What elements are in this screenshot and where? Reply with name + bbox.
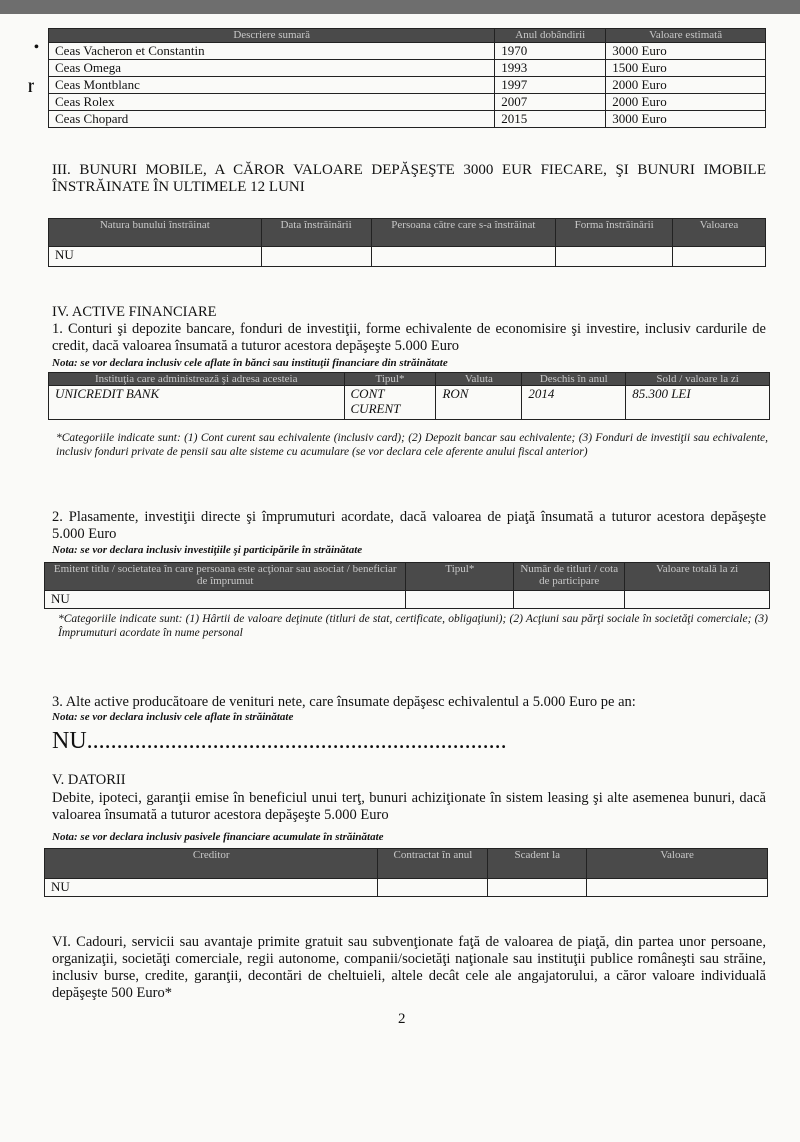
table-row (49, 111, 766, 128)
table-row (45, 591, 770, 609)
section-3-title: III. BUNURI MOBILE, A CĂROR VALOARE DEPĂŞEŞTE 3000 EUR FIECARE, ŞI BUNURI IMOBILE ÎNSTRĂINATE ÎN ULTIMELE 12 LUNI (52, 162, 766, 195)
table-header: Anul dobândirii (495, 29, 606, 43)
table-cell: NU (49, 247, 262, 267)
table-cell (261, 247, 371, 267)
section-4-note-2: Nota: se vor declara inclusiv investiţiile şi participările în străinătate (52, 544, 363, 556)
table-header: Număr de titluri / cota de participare (514, 563, 625, 591)
table-header: Instituţia care administrează şi adresa acesteia (49, 373, 345, 386)
table-cell (406, 591, 514, 609)
section-4-categories-1: *Categoriile indicate sunt: (1) Cont curent sau echivalente (inclusiv card); (2) Depozit bancar sau echivalente; (3) Fonduri de investiţii sau echivalente, inclusiv fonduri private de pensii sau alte sisteme cu acumulare (se vor declara cele aferente anului fiscal anterior) (56, 432, 768, 458)
section-5-title: V. DATORII (52, 772, 126, 788)
table-header: Valoare (587, 849, 768, 879)
table-header: Valoare estimată (606, 29, 766, 43)
table-cell (673, 247, 766, 267)
section-4-title: IV. ACTIVE FINANCIARE (52, 304, 217, 320)
table-header: Persoana către care s-a înstrăinat (371, 219, 556, 247)
table-row (49, 94, 766, 111)
section-4-note-3: Nota: se vor declara inclusiv cele aflate în străinătate (52, 711, 294, 723)
table-cell: 3000 Euro (606, 111, 766, 128)
table-cell: CONT CURENT (344, 386, 436, 420)
debts-table (44, 848, 768, 897)
table-header: Contractat în anul (378, 849, 488, 879)
table-header: Emitent titlu / societatea în care persoana este acţionar sau asociat / beneficiar de împrumut (45, 563, 406, 591)
table-header: Sold / valoare la zi (626, 373, 770, 386)
table-row (49, 77, 766, 94)
alienated-assets-table (48, 218, 766, 267)
table-header: Tipul* (406, 563, 514, 591)
table-cell: 1997 (495, 77, 606, 94)
section-4-note-1: Nota: se vor declara inclusiv cele aflate în bănci sau instituţii financiare din străinătate (52, 357, 448, 369)
table-cell (556, 247, 673, 267)
table-cell: 2000 Euro (606, 77, 766, 94)
table-cell: 1970 (495, 43, 606, 60)
table-cell: Ceas Montblanc (49, 77, 495, 94)
table-cell: Ceas Omega (49, 60, 495, 77)
top-bar (0, 0, 800, 14)
table-row (49, 386, 770, 420)
bank-accounts-table (48, 372, 770, 420)
table-cell (378, 879, 488, 897)
table-cell: NU (45, 879, 378, 897)
section-4-paragraph-3: 3. Alte active producătoare de venituri nete, care însumate depăşesc echivalentul a 5.000 Euro pe an: (52, 694, 636, 710)
table-cell: RON (436, 386, 522, 420)
table-cell: 2015 (495, 111, 606, 128)
table-cell: Ceas Chopard (49, 111, 495, 128)
section-5-note: Nota: se vor declara inclusiv pasivele financiare acumulate în străinătate (52, 831, 384, 843)
table-row (49, 247, 766, 267)
table-cell: UNICREDIT BANK (49, 386, 345, 420)
margin-mark: ɼ (28, 78, 35, 93)
table-cell: 3000 Euro (606, 43, 766, 60)
table-cell (587, 879, 768, 897)
table-header: Descriere sumară (49, 29, 495, 43)
table-header: Valuta (436, 373, 522, 386)
table-header: Valoare totală la zi (625, 563, 770, 591)
section-4-answer-3: NU...................................................................... (52, 728, 507, 754)
section-4-paragraph-1: 1. Conturi şi depozite bancare, fonduri de investiţii, forme echivalente de economisire şi investire, inclusiv cardurile de credit, dacă valoarea însumată a tuturor acestora depăşeşte 5.000 Euro (52, 321, 766, 354)
table-cell: 1500 Euro (606, 60, 766, 77)
table-cell: 2007 (495, 94, 606, 111)
table-cell: Ceas Vacheron et Constantin (49, 43, 495, 60)
table-header: Valoarea (673, 219, 766, 247)
watches-table (48, 28, 766, 128)
table-cell: Ceas Rolex (49, 94, 495, 111)
table-cell: 1993 (495, 60, 606, 77)
section-6-text: VI. Cadouri, servicii sau avantaje primite gratuit sau subvenţionate faţă de valoarea de piaţă, din partea unor persoane, organizaţii, societăţi comerciale, regii autonome, companii/societăţi naţionale sau instituţii publice româneşti sau străine, inclusiv burse, credite, garanţii, decontări de cheltuieli, altele decât cele ale angajatorului, a căror valoare individuală depăşeşte 500 Euro* (52, 934, 766, 1001)
table-cell: 2000 Euro (606, 94, 766, 111)
table-header: Creditor (45, 849, 378, 879)
table-cell: NU (45, 591, 406, 609)
table-row (45, 879, 768, 897)
table-header: Natura bunului înstrăinat (49, 219, 262, 247)
table-cell (488, 879, 587, 897)
table-header: Forma înstrăinării (556, 219, 673, 247)
table-cell: 85.300 LEI (626, 386, 770, 420)
table-header: Tipul* (344, 373, 436, 386)
table-cell (514, 591, 625, 609)
table-row (49, 60, 766, 77)
page-number: 2 (398, 1011, 406, 1027)
section-4-paragraph-2: 2. Plasamente, investiţii directe şi împrumuturi acordate, dacă valoarea de piaţă însumată a tuturor acestora depăşeşte 5.000 Euro (52, 509, 766, 542)
section-5-paragraph: Debite, ipoteci, garanţii emise în beneficiul unui terţ, bunuri achiziţionate în sistem leasing şi alte asemenea bunuri, dacă valoarea însumată a tuturor acestora depăşeşte 5.000 Euro (52, 790, 766, 823)
table-row (49, 43, 766, 60)
table-cell (371, 247, 556, 267)
margin-mark: • (34, 40, 39, 55)
investments-table (44, 562, 770, 609)
section-4-categories-2: *Categoriile indicate sunt: (1) Hârtii de valoare deţinute (titluri de stat, certificate, obligaţiuni); (2) Acţiuni sau părţi sociale în societăţi comerciale; (3) Împrumuturi acordate în nume personal (58, 613, 768, 639)
table-cell: 2014 (522, 386, 626, 420)
table-header: Scadent la (488, 849, 587, 879)
table-header: Data înstrăinării (261, 219, 371, 247)
table-header: Deschis în anul (522, 373, 626, 386)
table-cell (625, 591, 770, 609)
